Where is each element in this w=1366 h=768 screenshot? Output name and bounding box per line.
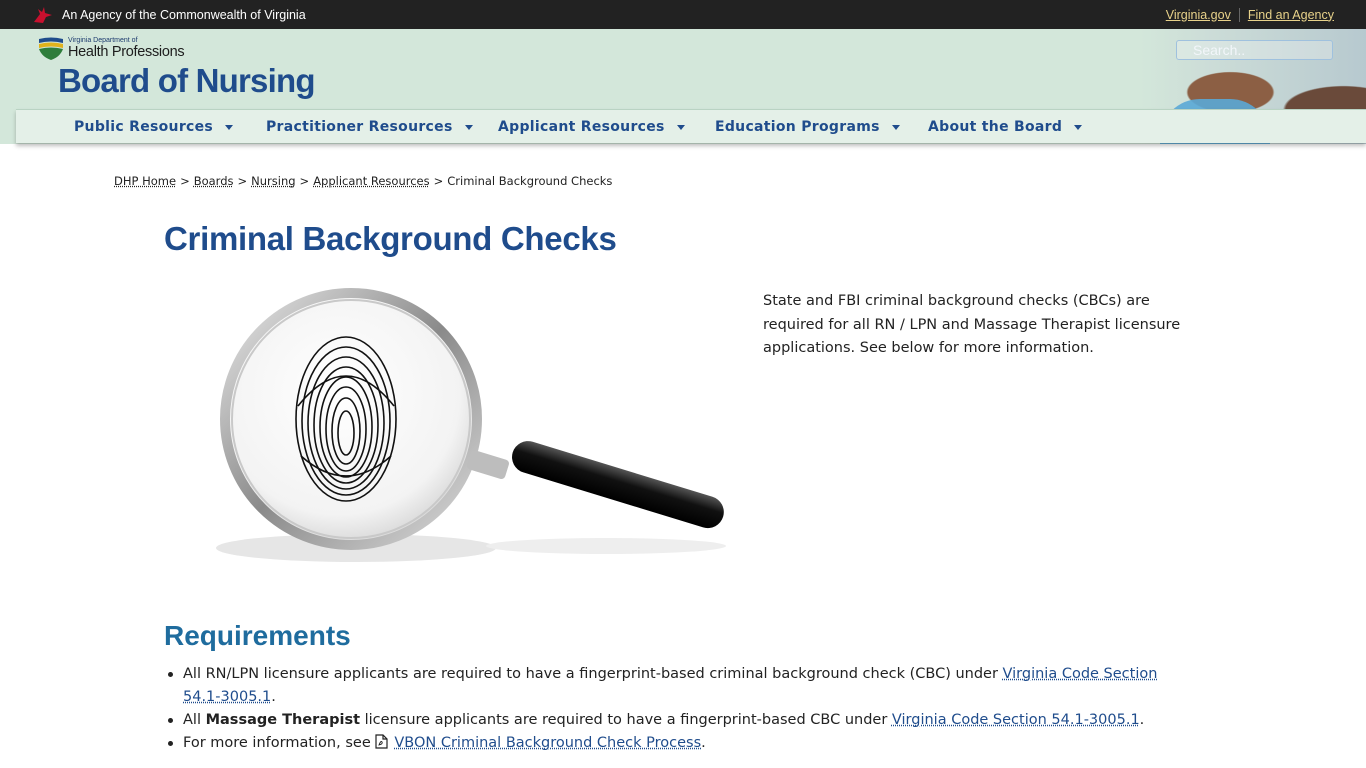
caret-down-icon bbox=[677, 125, 685, 130]
list-item bbox=[183, 663, 1193, 709]
search-input[interactable] bbox=[1176, 40, 1333, 60]
pdf-file-icon bbox=[375, 734, 388, 749]
va-code-link[interactable]: Virginia Code Section 54.1-3005.1 bbox=[891, 712, 1140, 728]
breadcrumb bbox=[114, 174, 612, 188]
caret-down-icon bbox=[225, 125, 233, 130]
requirements-heading: Requirements bbox=[164, 620, 351, 651]
magnifier-fingerprint-image bbox=[186, 286, 746, 576]
nav-applicant-resources[interactable] bbox=[498, 110, 685, 144]
dept-big-text: Health Professions bbox=[68, 44, 185, 60]
dhp-shield-icon bbox=[38, 37, 64, 61]
find-agency-link[interactable]: Find an Agency bbox=[1247, 7, 1334, 22]
nav-education-programs[interactable] bbox=[715, 110, 900, 144]
breadcrumb-separator: > bbox=[299, 174, 310, 188]
nav-public-resources[interactable] bbox=[74, 110, 233, 144]
site-title[interactable]: Board of Nursing bbox=[58, 62, 315, 99]
intro-paragraph: State and FBI criminal background checks (CBCs) are required for all RN / LPN and Massage Therapist licensure applications. See below for more information. bbox=[763, 293, 1181, 356]
agency-bar bbox=[0, 0, 1366, 29]
period: . bbox=[271, 689, 276, 705]
virginia-gov-link[interactable]: Virginia.gov bbox=[1165, 7, 1231, 22]
dhp-logo[interactable] bbox=[38, 37, 184, 61]
link-divider bbox=[1239, 8, 1240, 22]
nav-label: Applicant Resources bbox=[498, 119, 665, 135]
nav-about-board[interactable] bbox=[928, 110, 1082, 144]
caret-down-icon bbox=[1074, 125, 1082, 130]
nav-label: Education Programs bbox=[715, 119, 880, 135]
main-nav bbox=[16, 109, 1366, 143]
breadcrumb-current: Criminal Background Checks bbox=[447, 174, 613, 188]
nav-label: About the Board bbox=[928, 119, 1063, 135]
vbon-cbc-process-link[interactable]: VBON Criminal Background Check Process bbox=[394, 735, 702, 751]
list-item bbox=[183, 732, 1193, 755]
breadcrumb-dhp-home[interactable]: DHP Home bbox=[114, 174, 177, 188]
page-title: Criminal Background Checks bbox=[164, 220, 617, 257]
dept-small-text: Virginia Department of bbox=[68, 37, 138, 44]
nav-practitioner-resources[interactable] bbox=[266, 110, 473, 144]
caret-down-icon bbox=[892, 125, 900, 130]
requirement-text: All RN/LPN licensure applicants are required to have a fingerprint-based criminal background check (CBC) under bbox=[183, 666, 1003, 682]
nav-label: Public Resources bbox=[74, 119, 214, 135]
requirements-list bbox=[183, 663, 1193, 755]
va-code-link[interactable]: Virginia Code Section 54.1-3005.1 bbox=[183, 666, 1158, 705]
massage-therapist-bold: Massage Therapist bbox=[205, 712, 361, 728]
requirement-text: licensure applicants are required to have a fingerprint-based CBC under bbox=[360, 712, 892, 728]
breadcrumb-separator: > bbox=[237, 174, 248, 188]
period: . bbox=[1139, 712, 1145, 728]
nav-label: Practitioner Resources bbox=[266, 119, 453, 135]
period: . bbox=[701, 735, 706, 751]
caret-down-icon bbox=[465, 125, 473, 130]
agency-text: An Agency of the Commonwealth of Virginia bbox=[62, 7, 306, 22]
breadcrumb-separator: > bbox=[180, 174, 190, 188]
breadcrumb-applicant-resources[interactable]: Applicant Resources bbox=[313, 174, 430, 188]
topbar-links bbox=[1166, 0, 1334, 29]
requirement-text: All bbox=[183, 712, 206, 728]
agency-label[interactable] bbox=[32, 0, 306, 29]
breadcrumb-boards[interactable]: Boards bbox=[193, 174, 234, 188]
cardinal-icon bbox=[32, 5, 54, 25]
list-item bbox=[183, 709, 1193, 732]
breadcrumb-separator: > bbox=[433, 174, 444, 188]
requirement-text: For more information, see bbox=[183, 735, 376, 751]
breadcrumb-nursing[interactable]: Nursing bbox=[251, 174, 296, 188]
